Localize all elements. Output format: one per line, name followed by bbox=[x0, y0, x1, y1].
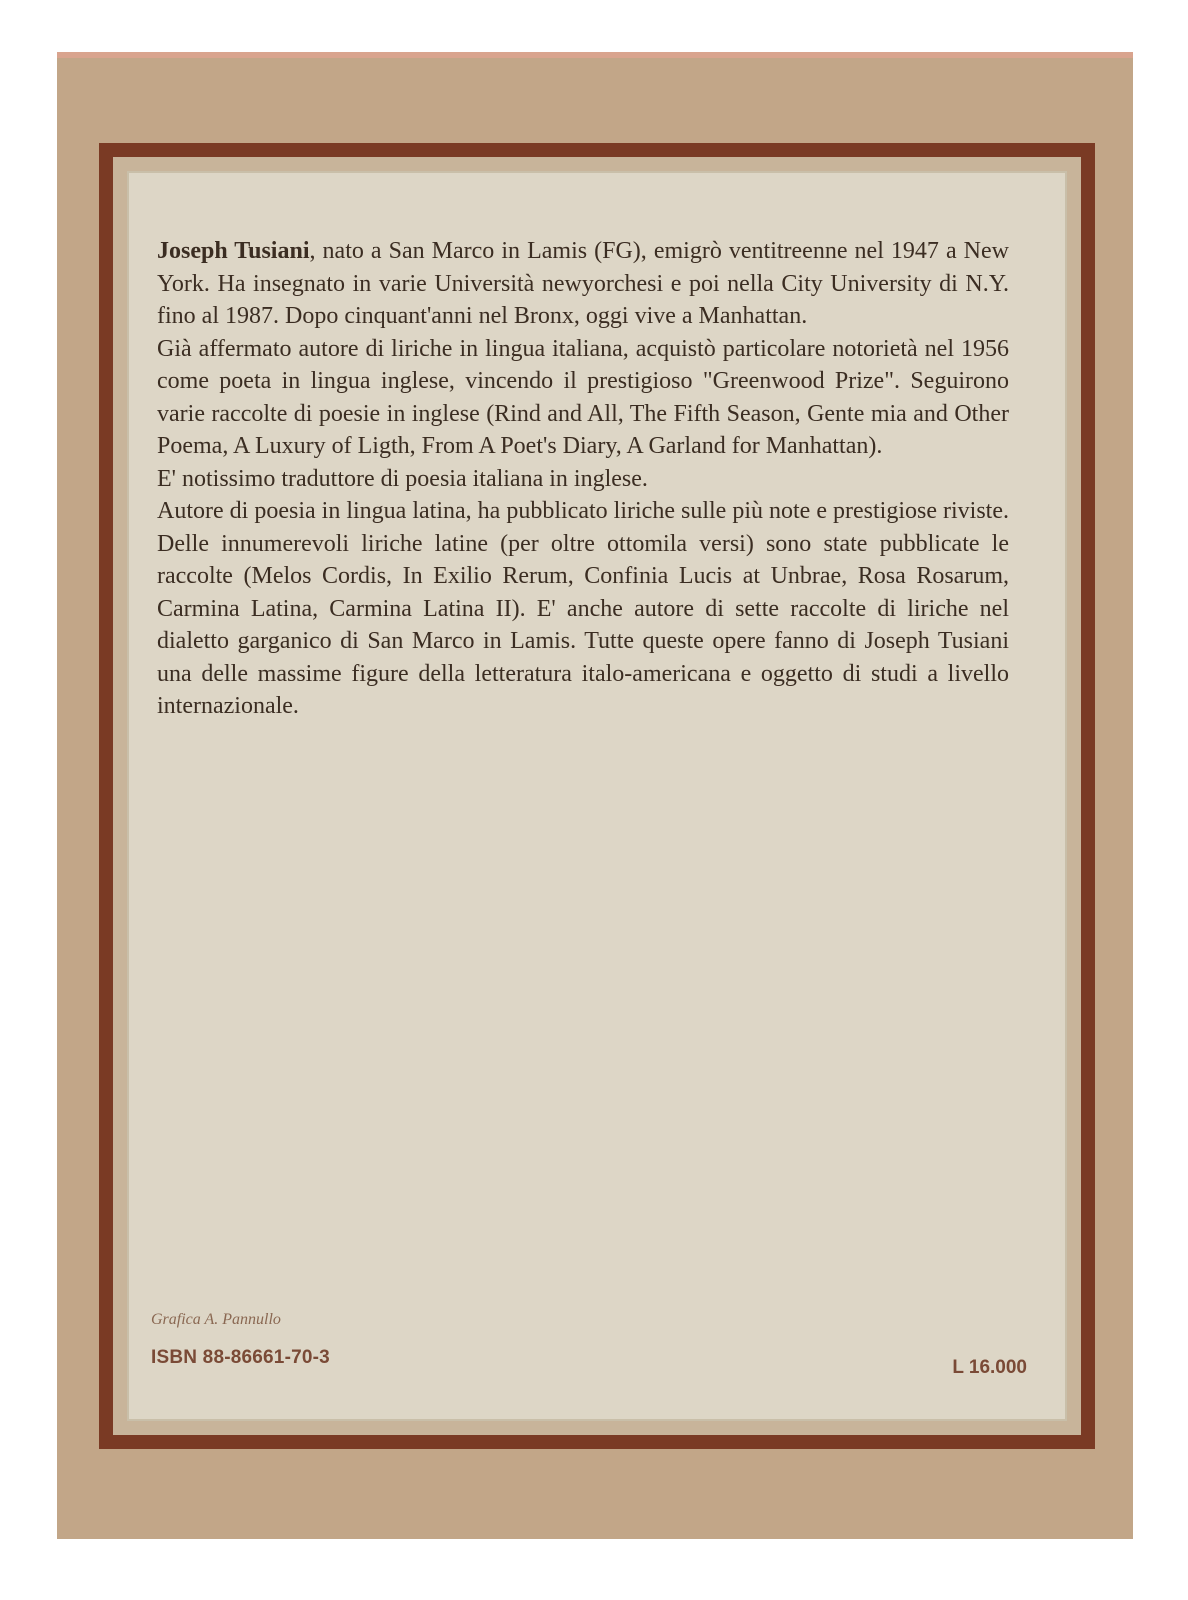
author-biography bbox=[157, 235, 1009, 723]
bio-paragraph-4: Autore di poesia in lingua latina, ha pubblicato liriche sulle più note e prestigiose riviste. Delle innumerevoli liriche latine (per oltre ottomila versi) sono state pubblicate le raccolte (Melos Cordis, In Exilio Rerum, Confinia Lucis at Unbrae, Rosa Rosarum, Carmina Latina, Carmina Latina II). E' anche autore di sette raccolte di liriche nel dialetto garganico di San Marco in Lamis. Tutte queste opere fanno di Joseph Tusiani una delle massime figure della letteratura italo-americana e oggetto di studi a livello internazionale. bbox=[157, 498, 1009, 719]
book-back-cover bbox=[57, 52, 1133, 1539]
bio-paragraph-2: Già affermato autore di liriche in lingua italiana, acquistò particolare notorietà nel 1956 come poeta in lingua inglese, vincendo il prestigioso "Greenwood Prize". Seguirono varie raccolte di poesie in inglese (Rind and All, The Fifth Season, Gente mia and Other Poema, A Luxury of Ligth, From A Poet's Diary, A Garland for Manhattan). bbox=[157, 335, 1009, 459]
bio-paragraph-1 bbox=[157, 235, 1009, 333]
price-label: L 16.000 bbox=[952, 1357, 1027, 1378]
graphic-credit: Grafica A. Pannullo bbox=[151, 1311, 281, 1328]
cover-frame bbox=[99, 143, 1095, 1449]
bio-paragraph-1-text: , nato a San Marco in Lamis (FG), emigrò ventitreenne nel 1947 a New York. Ha insegnato in varie Università newyorchesi e poi nella City University di N.Y. fino al 1987. Dopo cinquant'anni nel Bronx, oggi vive a Manhattan. bbox=[157, 238, 1009, 329]
isbn-code: ISBN 88-86661-70-3 bbox=[151, 1347, 330, 1368]
text-panel bbox=[127, 171, 1067, 1421]
author-name: Joseph Tusiani bbox=[157, 238, 310, 264]
bio-paragraph-3: E' notissimo traduttore di poesia italiana in inglese. bbox=[157, 465, 648, 492]
